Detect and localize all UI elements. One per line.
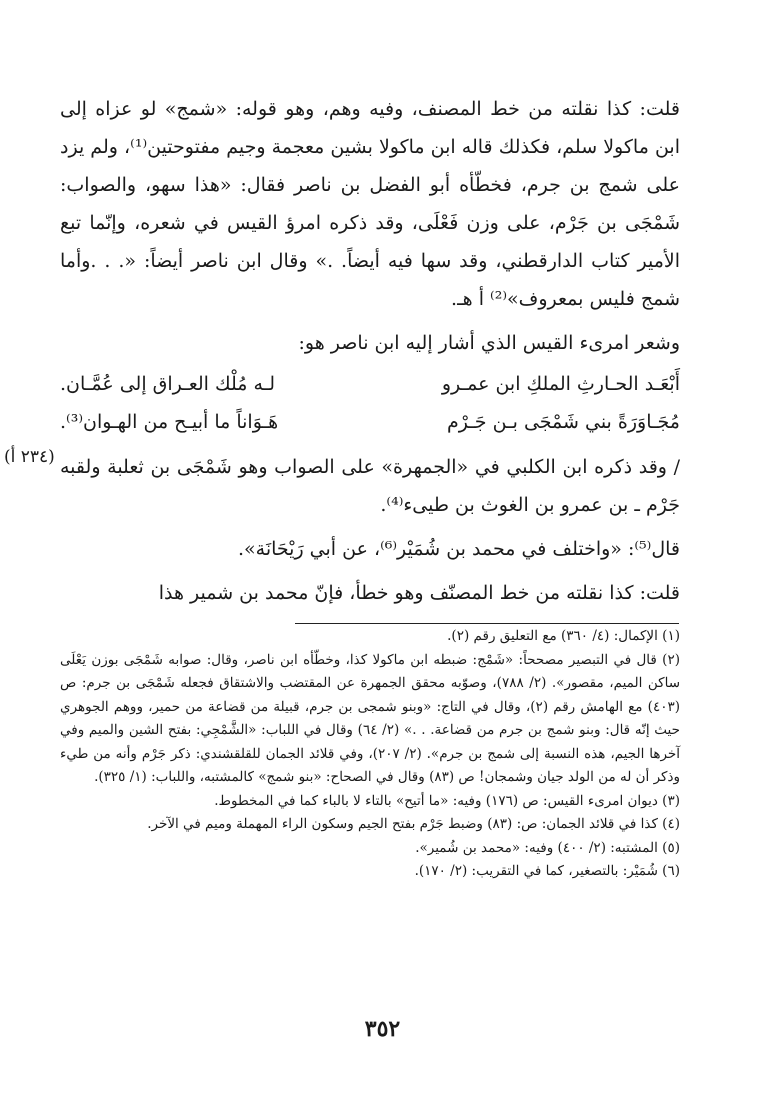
- page-number: ٣٥٢: [364, 1016, 401, 1042]
- footnote-1: (١) الإكمال: (٤/ ٣٦٠) مع التعليق رقم (٢).: [447, 628, 680, 644]
- paragraph-1: قلت: كذا نقلته من خط المصنف، وفيه وهم، وهو قوله: «شمج» لو عزاه إلى ابن ماكولا سلم، فكذلك قاله ابن ماكولا بشين معجمة وجيم مفتوحتين⁽¹⁾، ولم يزد على شمج بن جرم، فخطّأه أبو الفضل بن ناصر فقال: «هذا سهو، والصواب: شَمْجَى بن جَرْم، على وزن فَعْلَى، وقد ذكره امرؤ القيس في شعره، وإنّما تبع الأمير كتاب الدارقطني، وقد سها فيه أيضاً. .» وقال ابن ناصر أيضاً: «. . .وأما شمج فليس بمعروف»⁽²⁾ أ هـ.: [60, 98, 680, 310]
- verse-1-first-hemistich: أَبْعَـد الحـارثِ الملكِ ابن عمـرو: [441, 373, 680, 395]
- verse-line-2: [60, 406, 680, 438]
- verse-2-second-hemistich: هَـوَاناً ما أبيـح من الهـوان⁽³⁾.: [60, 411, 279, 433]
- paragraph-2: وشعر امرىء القيس الذي أشار إليه ابن ناصر هو:: [298, 332, 680, 354]
- main-text: [60, 90, 680, 612]
- verse-1-second-hemistich: لـه مُلْك العـراق إلى عُمَّـان.: [60, 373, 276, 395]
- footnote-3: (٣) ديوان امرىء القيس: ص (١٧٦) وفيه: «ما أتيح» بالتاء لا بالباء كما في المخطوط.: [214, 792, 680, 809]
- paragraph-4: قال⁽⁵⁾: «واختلف في محمد بن شُمَيْر⁽⁶⁾، عن أبي رَيْحَانَة».: [237, 538, 680, 560]
- footnote-6: (٦) شُمَيْر: بالتصغير، كما في التقريب: (٢/ ١٧٠).: [414, 863, 680, 879]
- footnotes: [60, 624, 680, 884]
- verse-line-1: [60, 368, 680, 400]
- footnote-2: (٢) قال في التبصير مصححاً: «شَمْج: ضبطه ابن ماكولا كذا، وخطّأه ابن ناصر، وقال: صوابه شَمْجَى بوزن يَعْلَى ساكن الميم، مقصور». (٢/ ٧٨٨)، وصوّبه محقق الجمهرة عن المقتضب والاشتقاق فجعله شَمْجَى بن جرم: ص (٤٠٣) مع الهامش رقم (٢)، وقال في التاج: «وبنو شمجى بن جرم، قبيلة من قضاعة من حمير، ووهم الجوهري حيث إنّه قال: وبنو شمج بن جرم من قضاعة. . .» (٢/ ٦٤) وقال في اللباب: «الشَّمْجِي: بفتح الشين والميم وفي آخرها الجيم، هذه النسبة إلى شمج بن جرم». (٢/ ٢٠٧)، وفي قلائد الجمان للقلقشندي: ذكر جَرْم وأنه من طيء وذكر أن له من الولد جيان وشمجان! ص (٨٣) وقال في الصحاح: «بنو شمج» كالمشتبه، واللباب: (١/ ٣٢٥).: [60, 651, 681, 785]
- verse-2-first-hemistich: مُجَـاوَرَةً بني شَمْجَى بـن جَـرْم: [446, 411, 680, 433]
- paragraph-5: قلت: كذا نقلته من خط المصنّف وهو خطأ، فإنّ محمد بن شمير هذا: [158, 582, 680, 604]
- paragraph-3: / وقد ذكره ابن الكلبي في «الجمهرة» على الصواب وهو شَمْجَى بن ثعلبة ولقبه جَرْم ـ بن عمرو بن الغوث بن طيىء⁽⁴⁾.: [60, 456, 680, 516]
- footnote-5: (٥) المشتبه: (٢/ ٤٠٠) وفيه: «محمد بن شُمير».: [415, 839, 680, 856]
- footnote-4: (٤) كذا في قلائد الجمان: ص: (٨٣) وضبط جَرْم بفتح الجيم وسكون الراء المهملة وميم في الآخر.: [147, 816, 680, 832]
- marginal-folio-reference: (٢٣٤ أ): [4, 447, 55, 467]
